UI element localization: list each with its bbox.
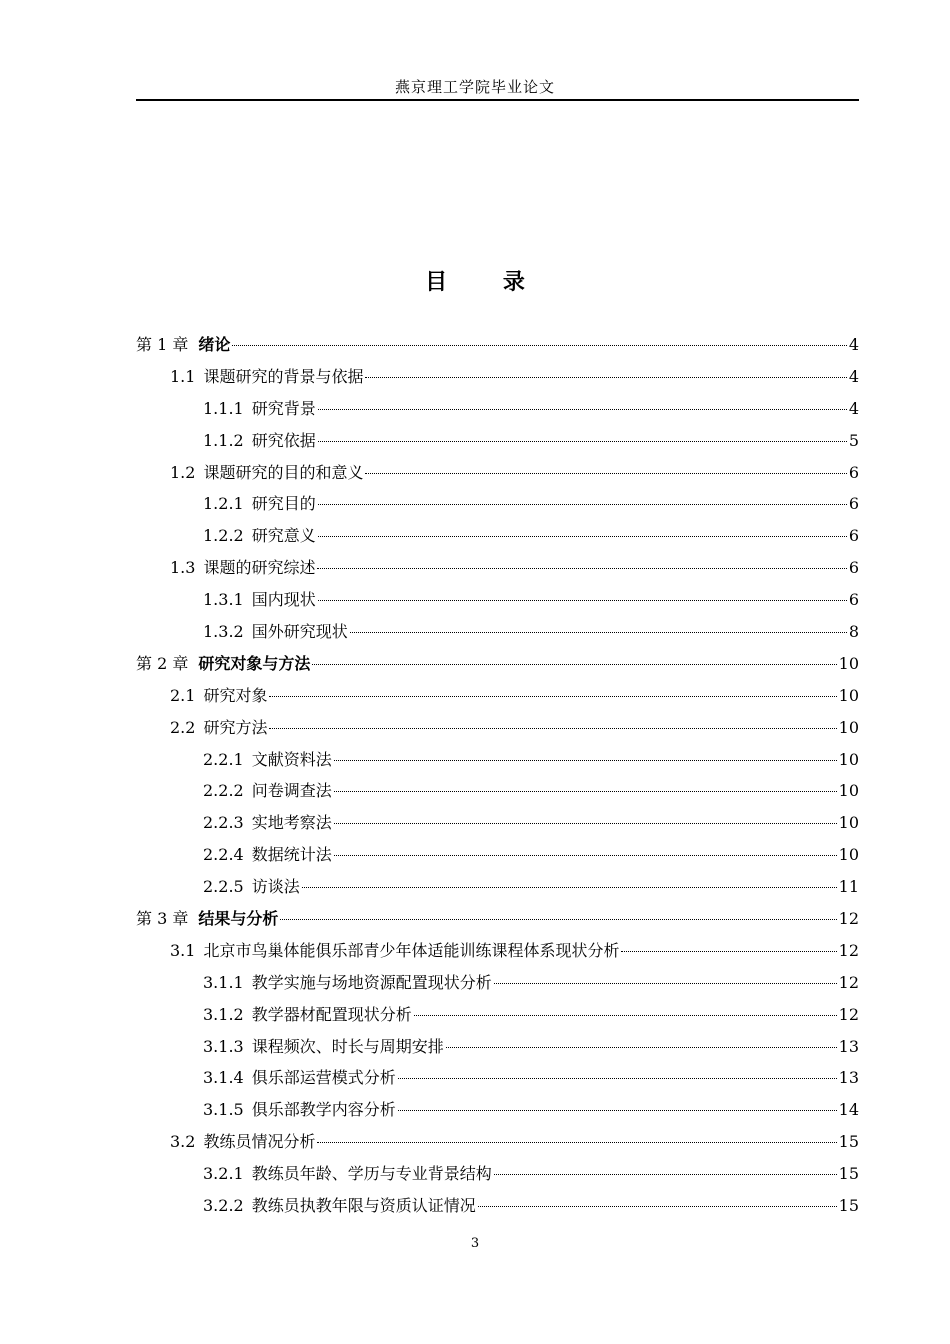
toc-entry-number: 1.2 xyxy=(170,462,196,482)
toc-entry-number: 3.1.1 xyxy=(203,972,244,992)
toc-entry[interactable] xyxy=(136,970,859,1002)
toc-entry-text: 数据统计法 xyxy=(251,845,332,865)
toc-entry-page: 12 xyxy=(838,972,859,992)
toc-entry-page: 8 xyxy=(848,622,859,642)
toc-dot-leader xyxy=(318,409,847,410)
toc-dot-leader xyxy=(334,791,837,792)
toc-entry-number: 3.1.3 xyxy=(203,1036,244,1056)
toc-dot-leader xyxy=(334,855,837,856)
toc-entry-text: 问卷调查法 xyxy=(251,781,332,801)
toc-dot-leader xyxy=(318,504,847,505)
toc-entry-page: 10 xyxy=(838,781,859,801)
toc-entry[interactable] xyxy=(136,1161,859,1193)
toc-entry[interactable] xyxy=(136,938,859,970)
toc-entry-text: 国内现状 xyxy=(251,590,316,610)
toc-entry-number: 1.1.2 xyxy=(203,430,244,450)
toc-entry-number: 1.3 xyxy=(170,558,196,578)
toc-title: 目 录 xyxy=(425,270,549,295)
toc-entry-text: 研究对象与方法 xyxy=(198,653,311,673)
toc-entry[interactable] xyxy=(136,1129,859,1161)
toc-entry-text: 实地考察法 xyxy=(251,813,332,833)
toc-entry-number: 1.1.1 xyxy=(203,398,244,418)
toc-entry-number: 第 1 章 xyxy=(136,335,189,354)
toc-entry[interactable] xyxy=(136,1193,859,1225)
toc-dot-leader xyxy=(232,345,846,346)
toc-entry-text: 教学实施与场地资源配置现状分析 xyxy=(251,972,492,992)
toc-entry-page: 14 xyxy=(838,1100,859,1120)
toc-entry[interactable] xyxy=(136,396,859,428)
toc-entry-text: 课题研究的目的和意义 xyxy=(203,462,364,482)
toc-entry[interactable] xyxy=(136,1034,859,1066)
toc-entry-number: 2.2.2 xyxy=(203,781,244,801)
toc-dot-leader xyxy=(621,951,836,952)
toc-entry-page: 6 xyxy=(848,494,859,514)
toc-dot-leader xyxy=(350,632,847,633)
toc-entry-number: 3.1.4 xyxy=(203,1068,244,1088)
running-header-title: 燕京理工学院毕业论文 xyxy=(394,78,555,96)
toc-entry[interactable] xyxy=(136,1002,859,1034)
toc-entry-text: 课题研究的背景与依据 xyxy=(203,366,364,386)
toc-entry-number: 3.1.2 xyxy=(203,1004,244,1024)
toc-entry-page: 10 xyxy=(838,685,859,705)
toc-entry[interactable] xyxy=(136,460,859,492)
toc-entry-number: 3.1.5 xyxy=(203,1100,244,1120)
toc-entry[interactable] xyxy=(136,587,859,619)
toc-dot-leader xyxy=(398,1110,837,1111)
toc-entry-number: 2.2.1 xyxy=(203,749,244,769)
toc-entry[interactable] xyxy=(136,555,859,587)
toc-dot-leader xyxy=(365,473,846,474)
toc-dot-leader xyxy=(478,1206,837,1207)
toc-entry-page: 4 xyxy=(848,335,859,354)
toc-dot-leader xyxy=(414,1015,837,1016)
toc-entry-page: 6 xyxy=(848,558,859,578)
toc-entry-page: 10 xyxy=(838,717,859,737)
toc-entry-text: 俱乐部教学内容分析 xyxy=(251,1100,396,1120)
toc-entry-text: 研究意义 xyxy=(251,526,316,546)
toc-entry-page: 13 xyxy=(838,1068,859,1088)
toc-entry-page: 12 xyxy=(838,1004,859,1024)
toc-entry-page: 10 xyxy=(838,813,859,833)
toc-entry-text: 教练员执教年限与资质认证情况 xyxy=(251,1196,476,1216)
toc-dot-leader xyxy=(494,983,837,984)
toc-entry[interactable] xyxy=(136,778,859,810)
toc-entry-page: 10 xyxy=(838,653,859,673)
toc-entry-page: 6 xyxy=(848,462,859,482)
toc-entry[interactable] xyxy=(136,619,859,651)
toc-entry-page: 13 xyxy=(838,1036,859,1056)
toc-dot-leader xyxy=(318,600,847,601)
toc-entry-text: 教练员情况分析 xyxy=(203,1132,316,1152)
toc-dot-leader xyxy=(280,919,836,920)
toc-entry-page: 15 xyxy=(838,1196,859,1216)
toc-entry-text: 结果与分析 xyxy=(198,909,279,929)
toc-entry-text: 教练员年龄、学历与专业背景结构 xyxy=(251,1164,492,1184)
toc-dot-leader xyxy=(446,1047,837,1048)
toc-entry-page: 10 xyxy=(838,749,859,769)
toc-entry[interactable] xyxy=(136,906,859,938)
toc-entry[interactable] xyxy=(136,364,859,396)
toc-entry-number: 1.2.1 xyxy=(203,494,244,514)
toc-dot-leader xyxy=(269,696,836,697)
toc-entry-number: 1.3.1 xyxy=(203,590,244,610)
toc-entry-page: 15 xyxy=(838,1164,859,1184)
page-number: 3 xyxy=(470,1236,480,1251)
toc-entry-page: 6 xyxy=(848,590,859,610)
toc-entry-text: 访谈法 xyxy=(251,877,300,897)
toc-entry-number: 3.2 xyxy=(170,1132,196,1152)
toc-entry-text: 课题的研究综述 xyxy=(203,558,316,578)
toc-entry-text: 研究方法 xyxy=(203,717,268,737)
toc-entry-number: 2.2.5 xyxy=(203,877,244,897)
toc-entry[interactable] xyxy=(136,491,859,523)
toc-entry-page: 15 xyxy=(838,1132,859,1152)
toc-entry-text: 研究目的 xyxy=(251,494,316,514)
header-rule xyxy=(136,99,859,101)
toc-entry-number: 第 3 章 xyxy=(136,909,189,929)
toc-entry-page: 12 xyxy=(838,940,859,960)
toc-entry-number: 第 2 章 xyxy=(136,653,189,673)
toc-entry-text: 课程频次、时长与周期安排 xyxy=(251,1036,444,1056)
toc-entry-text: 研究依据 xyxy=(251,430,316,450)
toc-entry[interactable] xyxy=(136,523,859,555)
toc-entry[interactable] xyxy=(136,715,859,747)
toc-dot-leader xyxy=(398,1078,837,1079)
toc-entry-text: 研究背景 xyxy=(251,398,316,418)
toc-entry-number: 1.2.2 xyxy=(203,526,244,546)
toc-entry[interactable] xyxy=(136,651,859,683)
toc-entry[interactable] xyxy=(136,332,859,364)
toc-entry[interactable] xyxy=(136,874,859,906)
toc-dot-leader xyxy=(334,823,837,824)
toc-entry-text: 文献资料法 xyxy=(251,749,332,769)
toc-entry-number: 1.1 xyxy=(170,366,196,386)
toc-entry-text: 教学器材配置现状分析 xyxy=(251,1004,412,1024)
toc-dot-leader xyxy=(334,760,837,761)
toc-entry[interactable] xyxy=(136,810,859,842)
toc-entry[interactable] xyxy=(136,428,859,460)
toc-entry-text: 俱乐部运营模式分析 xyxy=(251,1068,396,1088)
toc-dot-leader xyxy=(494,1174,837,1175)
toc-entry-number: 3.2.2 xyxy=(203,1196,244,1216)
toc-entry-text: 绪论 xyxy=(198,335,231,354)
table-of-contents xyxy=(136,332,859,1225)
toc-entry-page: 4 xyxy=(848,366,859,386)
toc-entry[interactable] xyxy=(136,683,859,715)
toc-entry[interactable] xyxy=(136,842,859,874)
toc-entry-text: 北京市鸟巢体能俱乐部青少年体适能训练课程体系现状分析 xyxy=(203,940,620,960)
toc-dot-leader xyxy=(365,377,846,378)
toc-entry-number: 3.2.1 xyxy=(203,1164,244,1184)
toc-entry-page: 4 xyxy=(848,398,859,418)
toc-entry-page: 5 xyxy=(848,430,859,450)
toc-dot-leader xyxy=(312,664,836,665)
toc-dot-leader xyxy=(317,1142,836,1143)
toc-entry-number: 2.1 xyxy=(170,685,196,705)
toc-dot-leader xyxy=(269,728,836,729)
toc-entry[interactable] xyxy=(136,1065,859,1097)
toc-dot-leader xyxy=(318,441,847,442)
toc-entry-page: 10 xyxy=(838,845,859,865)
toc-dot-leader xyxy=(317,568,846,569)
toc-entry-number: 2.2 xyxy=(170,717,196,737)
toc-entry[interactable] xyxy=(136,1097,859,1129)
toc-entry-number: 1.3.2 xyxy=(203,622,244,642)
toc-entry-text: 研究对象 xyxy=(203,685,268,705)
toc-entry-number: 3.1 xyxy=(170,940,196,960)
toc-entry-number: 2.2.4 xyxy=(203,845,244,865)
toc-entry[interactable] xyxy=(136,747,859,779)
toc-dot-leader xyxy=(302,887,837,888)
toc-entry-number: 2.2.3 xyxy=(203,813,244,833)
toc-dot-leader xyxy=(318,536,847,537)
toc-entry-text: 国外研究现状 xyxy=(251,622,348,642)
toc-entry-page: 11 xyxy=(838,877,859,897)
toc-entry-page: 6 xyxy=(848,526,859,546)
toc-entry-page: 12 xyxy=(838,909,859,929)
